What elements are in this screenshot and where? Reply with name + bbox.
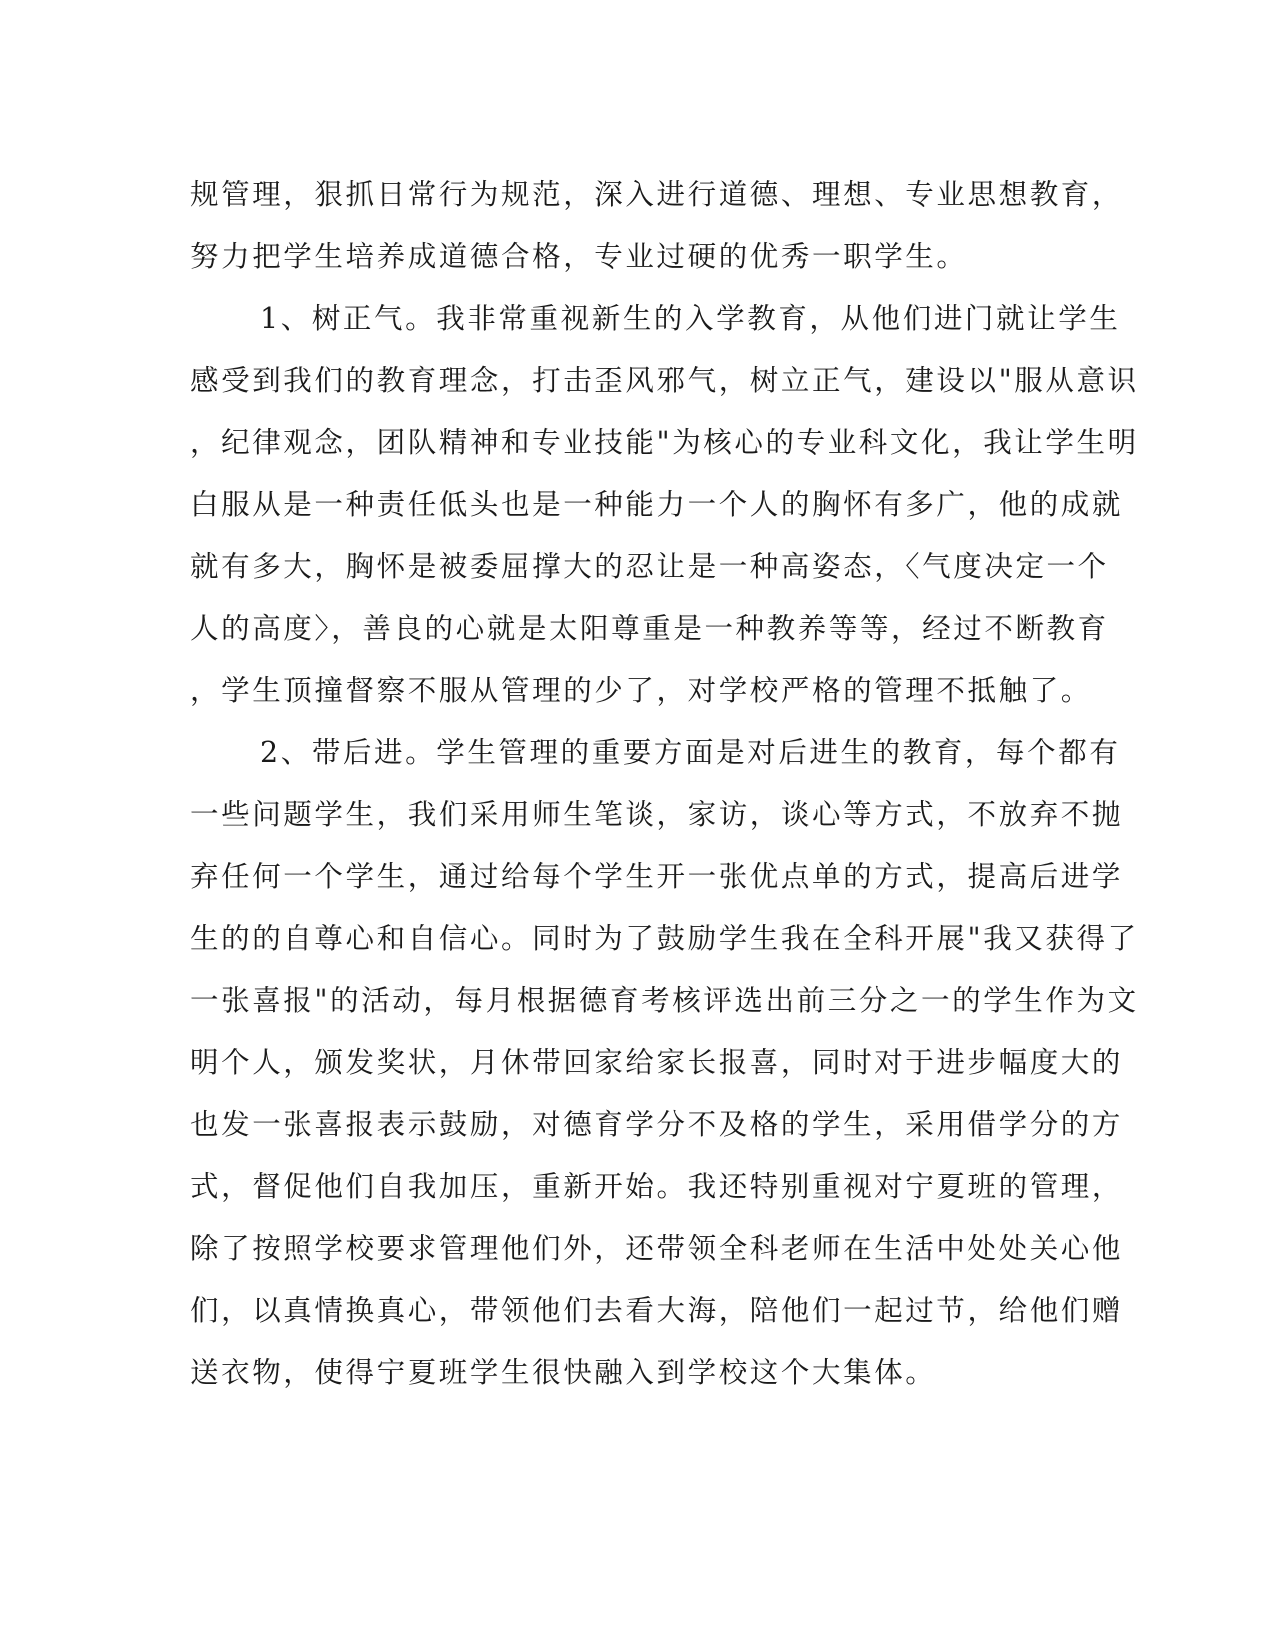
text-line: 就有多大，胸怀是被委屈撑大的忍让是一种高姿态，〈气度决定一个 bbox=[190, 550, 1109, 583]
text-line: 们，以真情换真心，带领他们去看大海，陪他们一起过节，给他们赠 bbox=[190, 1294, 1124, 1327]
text-line: 生的的自尊心和自信心。同时为了鼓励学生我在全科开展"我又获得了 bbox=[190, 922, 1139, 955]
text-line: 除了按照学校要求管理他们外，还带领全科老师在生活中处处关心他 bbox=[190, 1232, 1124, 1265]
text-line: ，学生顶撞督察不服从管理的少了，对学校严格的管理不抵触了。 bbox=[190, 674, 1092, 707]
text-line: 一张喜报"的活动，每月根据德育考核评选出前三分之一的学生作为文 bbox=[190, 984, 1139, 1017]
text-line: ，纪律观念，团队精神和专业技能"为核心的专业科文化，我让学生明 bbox=[190, 426, 1139, 459]
text-line: 送衣物，使得宁夏班学生很快融入到学校这个大集体。 bbox=[190, 1356, 937, 1389]
text-line: 人的高度〉，善良的心就是太阳尊重是一种教养等等，经过不断教育 bbox=[190, 612, 1109, 645]
text-line: 感受到我们的教育理念，打击歪风邪气，树立正气，建设以"服从意识 bbox=[190, 364, 1139, 397]
text-line: 弃任何一个学生，通过给每个学生开一张优点单的方式，提高后进学 bbox=[190, 860, 1124, 893]
text-line: 一些问题学生，我们采用师生笔谈，家访，谈心等方式，不放弃不抛 bbox=[190, 798, 1124, 831]
text-line: 明个人，颁发奖状，月休带回家给家长报喜，同时对于进步幅度大的 bbox=[190, 1046, 1124, 1079]
text-line: 也发一张喜报表示鼓励，对德育学分不及格的学生，采用借学分的方 bbox=[190, 1108, 1124, 1141]
text-line: 努力把学生培养成道德合格，专业过硬的优秀一职学生。 bbox=[190, 240, 968, 273]
paragraph-start-line: 1、树正气。我非常重视新生的入学教育，从他们进门就让学生 bbox=[260, 302, 1121, 335]
text-line: 式，督促他们自我加压，重新开始。我还特别重视对宁夏班的管理， bbox=[190, 1170, 1124, 1203]
paragraph-start-line: 2、带后进。学生管理的重要方面是对后进生的教育，每个都有 bbox=[260, 736, 1121, 769]
body-text bbox=[190, 164, 1139, 1404]
text-line: 规管理，狠抓日常行为规范，深入进行道德、理想、专业思想教育， bbox=[190, 178, 1124, 211]
text-line: 白服从是一种责任低头也是一种能力一个人的胸怀有多广，他的成就 bbox=[190, 488, 1124, 521]
